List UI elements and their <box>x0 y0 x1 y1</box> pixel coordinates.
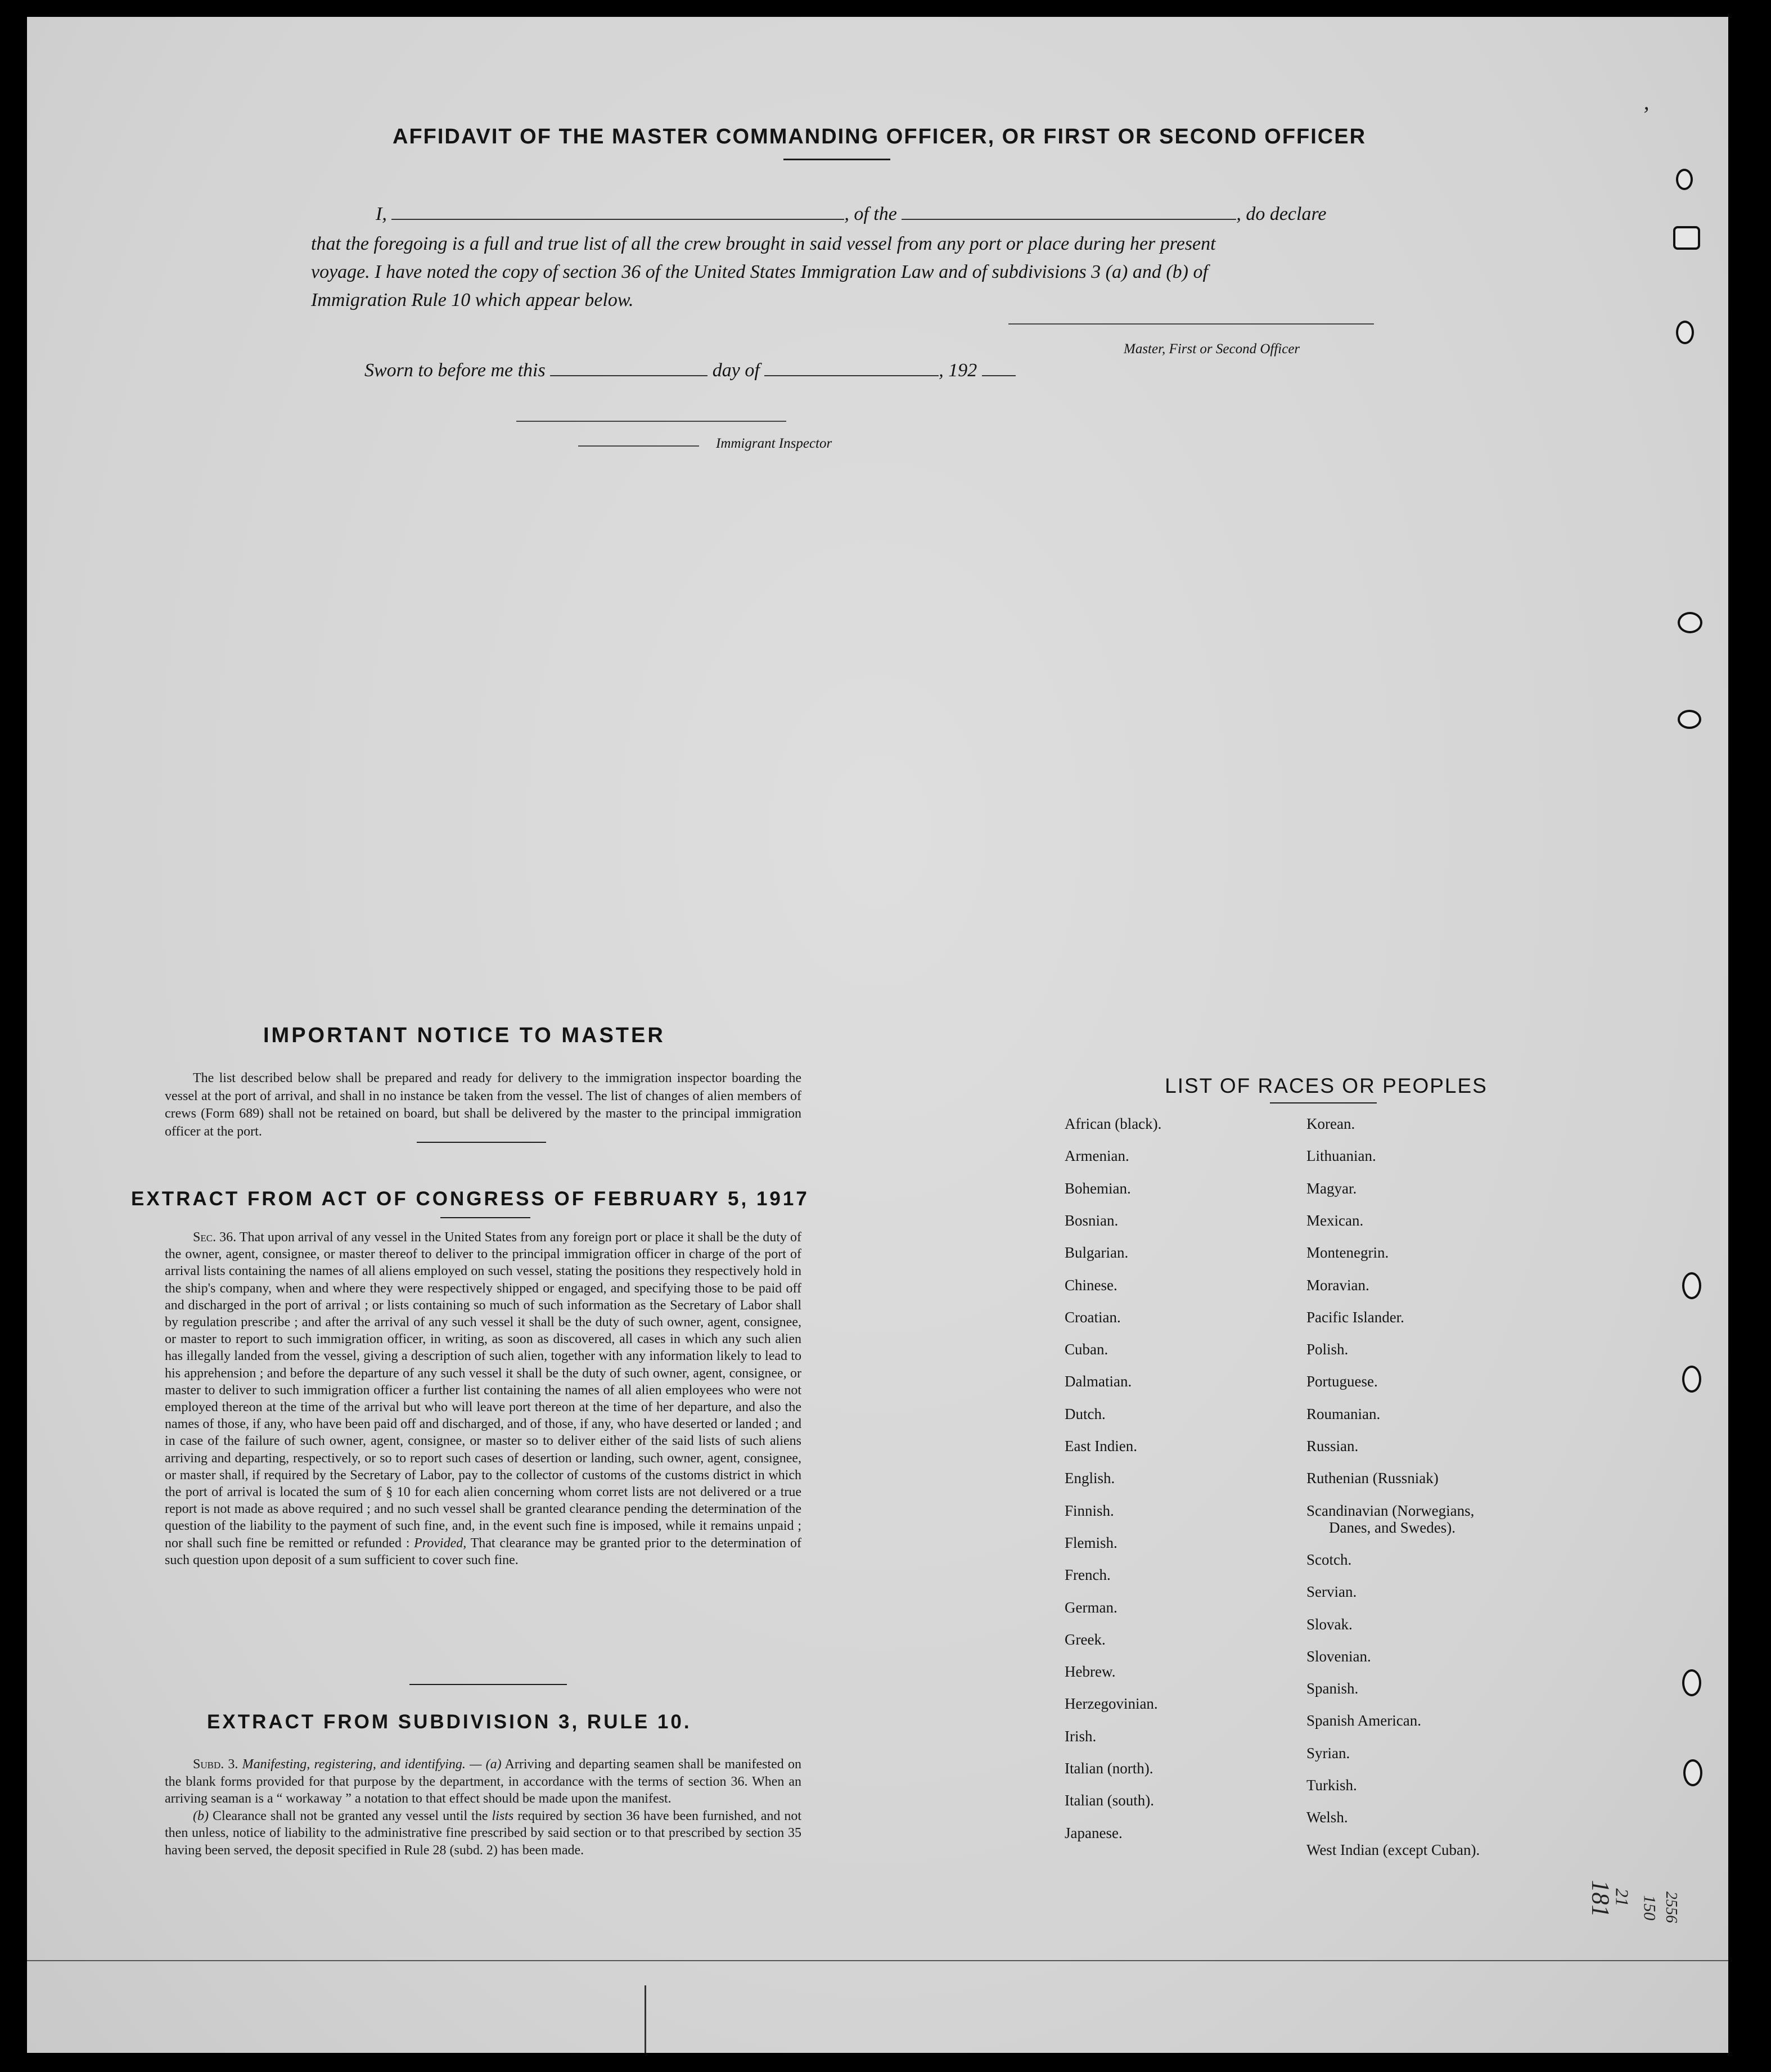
notice-text <box>165 1070 801 1141</box>
race-item: West Indian (except Cuban). <box>1306 1841 1480 1858</box>
affidavit-line-2: that the foregoing is a full and true list of all the crew brought in said vessel from any port or place during her present <box>311 233 1216 254</box>
race-item: Italian (north). <box>1065 1760 1153 1777</box>
subd-a-paragraph <box>165 1756 801 1808</box>
handwritten-mark: ’ <box>1641 102 1649 127</box>
race-item: African (black). <box>1065 1115 1162 1132</box>
punch-hole <box>1682 1669 1701 1696</box>
affidavit-declare: , do declare <box>1236 204 1327 224</box>
race-item: Armenian. <box>1065 1147 1129 1165</box>
day-of: day of <box>712 360 760 381</box>
race-item: Welsh. <box>1306 1809 1348 1826</box>
races-underline <box>1270 1102 1377 1103</box>
race-item: Mexican. <box>1306 1211 1364 1229</box>
sworn-line <box>364 360 1016 381</box>
inspector-label: Immigrant Inspector <box>716 436 832 451</box>
race-item: Spanish American. <box>1306 1712 1421 1729</box>
extract-divider <box>409 1684 567 1685</box>
handwritten-note-181: 181 <box>1587 1880 1615 1917</box>
sec-text-end: That clearance may be granted prior to the determination of such question upon deposit of a sum sufficient to cover such fine. <box>165 1535 801 1567</box>
race-item: Syrian. <box>1306 1744 1350 1762</box>
month-blank[interactable] <box>764 370 939 376</box>
bottom-fold-line <box>27 1960 1728 1961</box>
race-item: Pacific Islander. <box>1306 1308 1404 1326</box>
race-item: Portuguese. <box>1306 1373 1378 1390</box>
race-item: Polish. <box>1306 1341 1349 1358</box>
handwritten-note-21: 21 <box>1612 1888 1633 1907</box>
subd-a-text: Arriving and departing seamen shall be manifested on the blank forms provided for that purpose by the department, in accordance with the terms of section 36. When an arriving seaman is a “ workaway ” a notation to that effect should be made upon the manifest. <box>165 1757 801 1806</box>
race-item: Bulgarian. <box>1065 1244 1129 1262</box>
race-item: Finnish. <box>1065 1502 1114 1519</box>
year-prefix: , 192 <box>939 360 977 381</box>
affidavit-line-4: Immigration Rule 10 which appear below. <box>311 290 634 310</box>
name-blank[interactable] <box>391 213 844 220</box>
race-item: Montenegrin. <box>1306 1244 1389 1262</box>
punch-hole <box>1682 1272 1701 1299</box>
punch-hole <box>1676 321 1694 344</box>
races-title: LIST OF RACES OR PEOPLES <box>1165 1074 1488 1097</box>
inspector-signature-line[interactable] <box>516 421 786 422</box>
race-item: Korean. <box>1306 1115 1355 1132</box>
extract-rule-title: EXTRACT FROM SUBDIVISION 3, RULE 10. <box>207 1711 692 1733</box>
subd-b-lists: lists <box>492 1808 514 1823</box>
punch-hole <box>1678 612 1702 633</box>
race-item: German. <box>1065 1598 1117 1616</box>
affidavit-line-1 <box>376 204 1327 225</box>
race-item: French. <box>1065 1566 1111 1584</box>
race-item: Spanish. <box>1306 1680 1359 1697</box>
day-blank[interactable] <box>550 370 708 376</box>
race-item: Servian. <box>1306 1583 1357 1601</box>
master-label: Master, First or Second Officer <box>1124 341 1300 357</box>
punch-hole <box>1683 1759 1702 1786</box>
race-item: Scandinavian (Norwegians, <box>1306 1502 1475 1519</box>
race-item: Ruthenian (Russniak) <box>1306 1470 1439 1487</box>
race-item: Scotch. <box>1306 1551 1352 1568</box>
race-item: Magyar. <box>1306 1179 1357 1197</box>
title-underline <box>783 159 890 160</box>
race-item: Japanese. <box>1065 1824 1123 1841</box>
race-item: Turkish. <box>1306 1777 1357 1794</box>
punch-hole <box>1678 710 1701 729</box>
sec-label: Sec. 36. <box>193 1230 237 1245</box>
race-item: Hebrew. <box>1065 1663 1116 1681</box>
punch-hole <box>1676 169 1693 190</box>
race-item: Greek. <box>1065 1630 1106 1648</box>
subd-b-text-2: required by section 36 have been furnished, and not then unless, notice of liability to the administrative fine prescribed by said section or to that prescribed by section 35 having been served, the deposit specified in Rule 28 (subd. 2) has been made. <box>165 1808 802 1858</box>
extract-act-underline <box>440 1217 530 1218</box>
race-item: Bohemian. <box>1065 1179 1131 1197</box>
subd-b-paragraph <box>165 1808 801 1859</box>
affidavit-title: AFFIDAVIT OF THE MASTER COMMANDING OFFICER, OR FIRST OR SECOND OFFICER <box>393 125 1367 148</box>
subd-b-text-1: Clearance shall not be granted any vessel until the <box>213 1808 488 1823</box>
handwritten-note-2556: 2556 <box>1662 1891 1680 1923</box>
race-item: Dalmatian. <box>1065 1373 1132 1390</box>
subd-b-label: (b) <box>193 1808 209 1823</box>
punch-hole <box>1682 1366 1701 1393</box>
race-item: Slovak. <box>1306 1615 1353 1633</box>
race-item: Russian. <box>1306 1438 1359 1454</box>
punch-hole <box>1673 226 1700 250</box>
race-item: Croatian. <box>1065 1308 1121 1326</box>
race-item: Slovenian. <box>1306 1647 1371 1665</box>
sec-text: That upon arrival of any vessel in the United States from any foreign port or place it shall be the duty of the owner, agent, consignee, or master thereof to deliver to the principal immigration officer in charge of the port of arrival lists containing the names of all aliens employed on such vessel, stating the positions they respectively hold in the ship's company, when and where they were respectively shipped or engaged, and specifying those to be paid off and discharged in the port of arrival ; or lists containing so much of such information as the Secretary of Labor shall by regulation prescribe ; and after the arrival of any such vessel it shall be the duty of such owner, agent, consignee, or master to report to such immigration officer, in writing, as soon as discovered, all cases in which any such alien has illegally landed from the vessel, giving a description of such alien, together with any information likely to lead to his apprehension ; and before the departure of any such vessel it shall be the duty of such owner, agent, consignee, or master to deliver to such immigration officer a further list containing the names of all alien employees who were not employed thereon at the time of the arrival but who will leave port thereon at the time of her departure, and also the names of those, if any, who have been paid off and discharged, and of those, if any, who have deserted or landed ; and in case of the failure of such owner, agent, consignee, or master so to deliver either of the said lists of such aliens arriving and departing, respectively, or so to report such cases of desertion or landing, such owner, agent, consignee, or master shall, if required by the Secretary of Labor, pay to the collector of customs of the customs district in which the port of arrival is located the sum of § 10 for each alien concerning whom corret lists are not delivered or a true report is not made as above required ; and no such vessel shall be granted clearance pending the determination of the question of the liability to the payment of such fine, and, in the event such fine is imposed, while it remains unpaid ; nor shall such fine be remitted or refunded : <box>165 1230 801 1551</box>
vessel-blank[interactable] <box>902 213 1236 220</box>
affidavit-i: I, <box>376 204 387 224</box>
race-item: Dutch. <box>1065 1405 1106 1422</box>
race-item: East Indien. <box>1065 1438 1137 1454</box>
race-item: Herzegovinian. <box>1065 1695 1158 1713</box>
notice-paragraph: The list described below shall be prepared and ready for delivery to the immigration inspector boarding the vessel at the port of arrival, and shall in no instance be taken from the vessel. The list of changes of alien members of crews (Form 689) shall not be retained on board, but shall be delivered by the master to the principal immigration officer at the port. <box>165 1071 801 1139</box>
subd-title: Manifesting, registering, and identifying. <box>242 1757 466 1772</box>
race-item: Roumanian. <box>1306 1405 1381 1422</box>
affidavit-of-the: , of the <box>844 204 897 224</box>
race-item: Irish. <box>1065 1727 1097 1745</box>
race-item: Moravian. <box>1306 1276 1369 1294</box>
extract-act-text <box>165 1229 801 1569</box>
race-item: Lithuanian. <box>1306 1147 1376 1165</box>
bottom-tear-mark <box>645 1985 646 2053</box>
race-item: Chinese. <box>1065 1276 1117 1294</box>
sec-36-paragraph <box>165 1229 801 1569</box>
extract-rule-text <box>165 1756 801 1859</box>
handwritten-note-150: 150 <box>1640 1895 1659 1921</box>
race-item: Bosnian. <box>1065 1211 1119 1229</box>
inspector-short-line <box>578 445 699 447</box>
race-item: Italian (south). <box>1065 1792 1154 1809</box>
race-item: Danes, and Swedes). <box>1329 1519 1455 1536</box>
extract-act-title: EXTRACT FROM ACT OF CONGRESS OF FEBRUARY 5, 1917 <box>131 1188 809 1210</box>
notice-title: IMPORTANT NOTICE TO MASTER <box>263 1024 665 1047</box>
subd-a-label: — (a) <box>470 1757 502 1772</box>
document-page <box>27 17 1728 2053</box>
year-blank[interactable] <box>982 370 1016 376</box>
notice-divider <box>417 1142 546 1143</box>
affidavit-line-3: voyage. I have noted the copy of section 36 of the United States Immigration Law and of subdivisions 3 (a) and (b) of <box>311 262 1208 282</box>
race-item: Flemish. <box>1065 1534 1117 1551</box>
race-item: Cuban. <box>1065 1341 1108 1358</box>
sworn-before: Sworn to before me this <box>364 360 546 381</box>
subd-label: Subd. 3. <box>193 1757 238 1772</box>
race-item: English. <box>1065 1470 1115 1487</box>
master-signature-line[interactable] <box>1008 323 1374 325</box>
provided-word: Provided, <box>414 1535 467 1551</box>
